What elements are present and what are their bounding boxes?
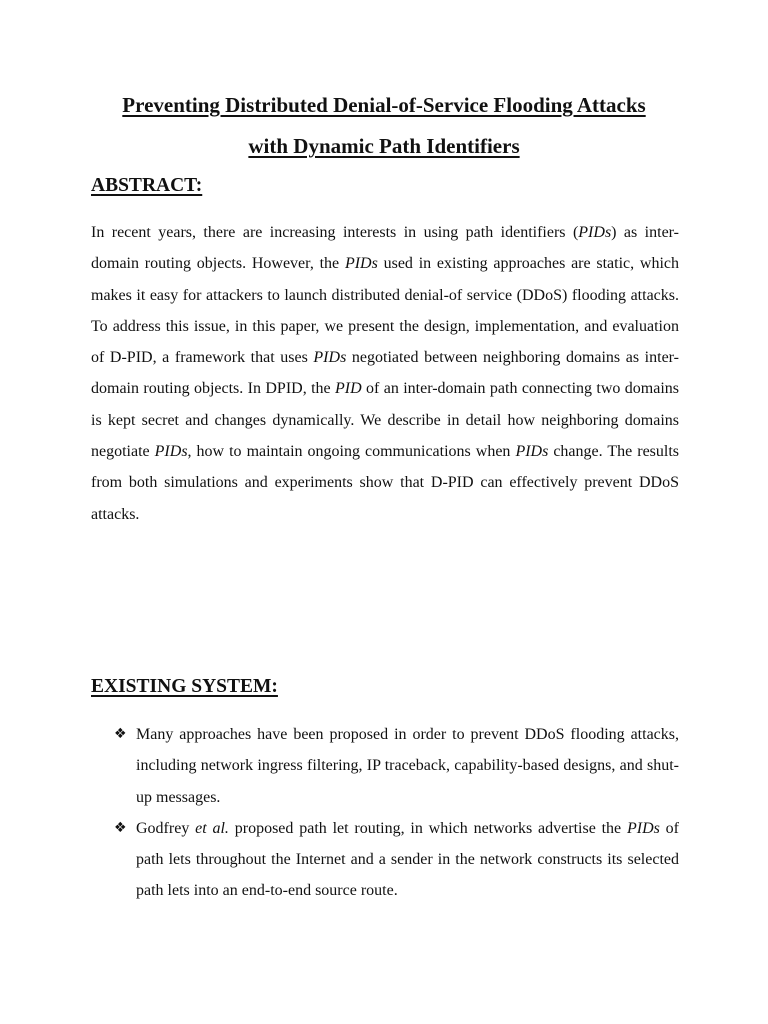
bullet-text-segment: of path lets throughout the Internet and a sender in the network constructs its selected path lets into an end-to-end source route.: [136, 819, 679, 900]
abstract-text-segment: of an inter-domain path connecting two domains is kept secret and changes dynamically. We describe in detail how neighboring domains negotiate: [91, 380, 679, 461]
bullet-text-segment: Godfrey: [136, 819, 196, 837]
abstract-italic-term: PIDs: [154, 443, 188, 461]
abstract-text-segment: ) as inter-domain routing objects. However, the: [91, 224, 680, 273]
list-item: [114, 813, 679, 907]
bullet-italic-term: PIDs: [626, 819, 660, 837]
diamond-bullet-icon: ❖: [114, 726, 127, 742]
bullet-text-segment: proposed path let routing, in which networks advertise the: [228, 819, 627, 837]
diamond-bullet-icon: ❖: [114, 819, 127, 836]
abstract-text-segment: change. The results from both simulations and experiments show that D-PID can effectively prevent DDoS attacks.: [91, 443, 680, 523]
abstract-text-segment: negotiated between neighboring domains as inter-domain routing objects. In DPID, the: [91, 349, 680, 398]
abstract-heading: ABSTRACT:: [91, 175, 203, 196]
existing-system-bullet-list: [114, 719, 679, 907]
bullet-text-segment: Many approaches have been proposed in order to prevent DDoS flooding attacks, including network ingress filtering, IP traceback, capability-based designs, and shut-up messages.: [136, 726, 679, 806]
list-item: [114, 719, 679, 813]
abstract-text-segment: used in existing approaches are static, which makes it easy for attackers to launch distributed denial-of service (DDoS) flooding attacks. To address this issue, in this paper, we present the design, implementation, and evaluation of D-PID, a framework that uses: [91, 255, 680, 367]
paper-title-line-2: with Dynamic Path Identifiers: [248, 134, 520, 158]
abstract-text-segment: , how to maintain ongoing communications when: [187, 443, 516, 461]
abstract-text-segment: In recent years, there are increasing interests in using path identifiers (: [91, 224, 579, 241]
abstract-paragraph: [91, 217, 679, 530]
abstract-italic-term: PIDs: [578, 224, 612, 241]
abstract-italic-term: PIDs: [515, 443, 549, 461]
existing-system-heading: EXISTING SYSTEM:: [91, 676, 278, 697]
abstract-italic-term: PIDs: [344, 255, 378, 273]
abstract-italic-term: PIDs: [313, 349, 347, 367]
paper-title-line-1: Preventing Distributed Denial-of-Service Flooding Attacks: [122, 93, 646, 117]
abstract-italic-term: PID: [335, 380, 362, 398]
bullet-italic-term: et al.: [195, 819, 229, 837]
